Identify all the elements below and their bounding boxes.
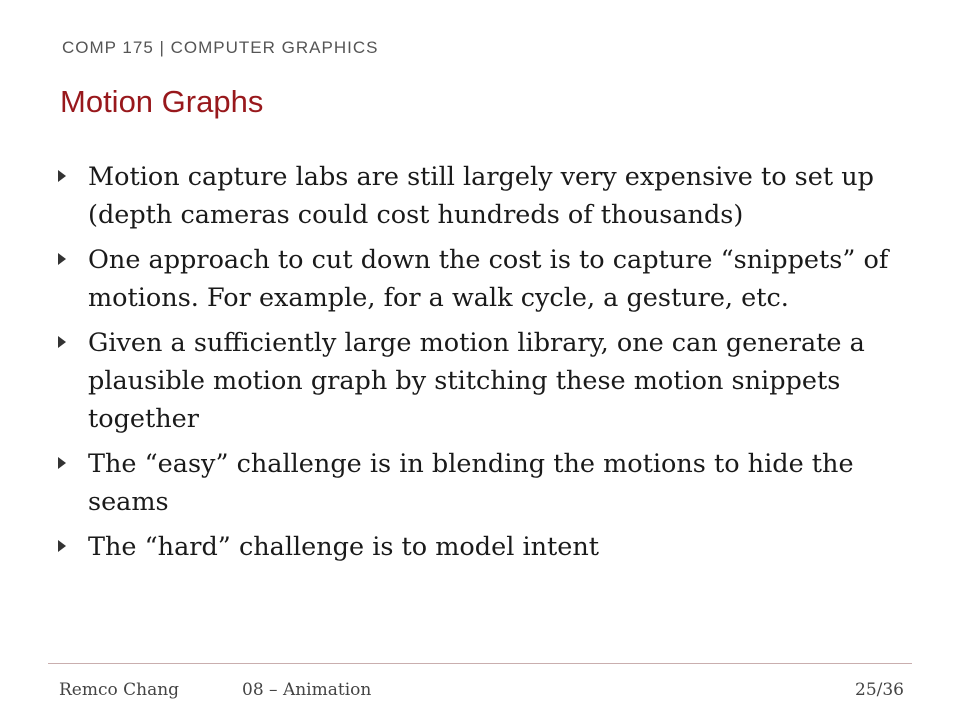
bullet-item xyxy=(58,158,908,234)
bullet-item xyxy=(58,528,908,566)
triangle-bullet-icon xyxy=(58,170,66,182)
footer-section: 08 – Animation xyxy=(242,680,372,700)
slide-title: Motion Graphs xyxy=(60,84,264,119)
triangle-bullet-icon xyxy=(58,540,66,552)
bullet-text: One approach to cut down the cost is to capture “snippets” of motions. For example, for a walk cycle, a gesture, etc. xyxy=(88,245,889,313)
bullet-item xyxy=(58,445,908,521)
bullet-text: The “hard” challenge is to model intent xyxy=(88,532,600,562)
footer-author: Remco Chang xyxy=(59,680,180,700)
page-number: 25/36 xyxy=(855,680,904,700)
bullet-text: Motion capture labs are still largely very expensive to set up (depth cameras could cost hundreds of thousands) xyxy=(88,162,874,230)
bullet-text: The “easy” challenge is in blending the motions to hide the seams xyxy=(88,449,854,517)
triangle-bullet-icon xyxy=(58,253,66,265)
footer-divider xyxy=(48,663,912,664)
bullet-list xyxy=(58,158,908,573)
triangle-bullet-icon xyxy=(58,336,66,348)
course-header: COMP 175 | COMPUTER GRAPHICS xyxy=(62,38,379,57)
triangle-bullet-icon xyxy=(58,457,66,469)
bullet-item xyxy=(58,241,908,317)
bullet-text: Given a sufficiently large motion library, one can generate a plausible motion graph by stitching these motion snippets together xyxy=(88,328,865,434)
bullet-item xyxy=(58,324,908,438)
